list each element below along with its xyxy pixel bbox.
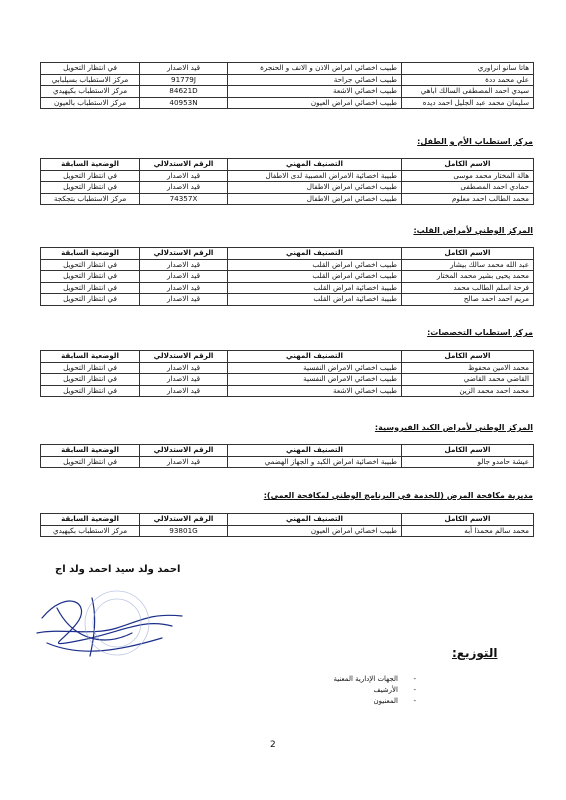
spec-cell: طبيبة اخصائية امراض القلب <box>228 294 402 306</box>
reg-cell: 74357X <box>140 193 228 205</box>
name-cell: مريم احمد احمد صالح <box>402 294 534 306</box>
reg-cell: قيد الاصدار <box>140 63 228 75</box>
prev-cell: في انتظار التحويل <box>41 374 140 386</box>
section-title: مركز استطباب الأم و الطفل: <box>417 137 533 146</box>
reg-cell: 93801G <box>140 525 228 537</box>
reg-cell: قيد الاصدار <box>140 170 228 182</box>
name-cell: هالة المختار محمد موسى <box>402 170 534 182</box>
section-table <box>40 444 534 468</box>
name-cell: القاضي محمد القاضي <box>402 374 534 386</box>
header-prev: الوضعية السابقة <box>41 445 140 457</box>
header-prev: الوضعية السابقة <box>41 159 140 171</box>
spec-cell: طبيب اخصائي الامراض النفسية <box>228 374 402 386</box>
section-table <box>40 513 534 537</box>
table-header-row <box>41 248 534 260</box>
prev-cell: مركز الاستطباب بكيهيدي <box>41 86 140 98</box>
table-row <box>41 86 534 98</box>
table-row <box>41 374 534 386</box>
reg-cell: قيد الاصدار <box>140 374 228 386</box>
prev-cell: في انتظار التحويل <box>41 385 140 397</box>
table-row <box>41 271 534 283</box>
spec-cell: طبيب اخصائي الامراض النفسية <box>228 362 402 374</box>
reg-cell: قيد الاصدار <box>140 182 228 194</box>
spec-cell: طبيب اخصائي امراض الاطفال <box>228 193 402 205</box>
name-cell: هاتا سانو انراوري <box>402 63 534 75</box>
section-title: مديرية مكافحة المرض (للخدمة في البرنامج الوطني لمكافحة العمى): <box>263 491 533 500</box>
header-name: الاسم الكامل <box>402 514 534 526</box>
spec-cell: طبيبة اخصائية امراض الكبد و الجهاز الهضمي <box>228 456 402 468</box>
table-header-row <box>41 514 534 526</box>
name-cell: حمادي احمد المصطفى <box>402 182 534 194</box>
distribution-item: -الجهات الإدارية المعنية <box>333 675 416 683</box>
prev-cell: في انتظار التحويل <box>41 170 140 182</box>
table-row <box>41 97 534 109</box>
header-name: الاسم الكامل <box>402 445 534 457</box>
reg-cell: قيد الاصدار <box>140 362 228 374</box>
section-title: المركز الوطني لأمراض الكبد الفيروسية: <box>374 423 533 432</box>
section-table <box>40 350 534 397</box>
table-header-row <box>41 445 534 457</box>
reg-cell: 40953N <box>140 97 228 109</box>
prev-cell: في انتظار التحويل <box>41 282 140 294</box>
table-row <box>41 282 534 294</box>
header-reg: الرقم الاستدلالي <box>140 248 228 260</box>
table-row <box>41 362 534 374</box>
table-header-row <box>41 351 534 363</box>
header-spec: التصنيف المهني <box>228 351 402 363</box>
name-cell: فرحة اسلم الطالب محمد <box>402 282 534 294</box>
table-row <box>41 63 534 75</box>
reg-cell: قيد الاصدار <box>140 282 228 294</box>
table-row <box>41 74 534 86</box>
prev-cell: في انتظار التحويل <box>41 63 140 75</box>
reg-cell: قيد الاصدار <box>140 271 228 283</box>
header-name: الاسم الكامل <box>402 159 534 171</box>
table-header-row <box>41 159 534 171</box>
table-row <box>41 170 534 182</box>
header-prev: الوضعية السابقة <box>41 351 140 363</box>
prev-cell: في انتظار التحويل <box>41 456 140 468</box>
prev-cell: مركز الاستطباب بكيهيدي <box>41 525 140 537</box>
table-row <box>41 456 534 468</box>
spec-cell: طبيب اخصائي الاشعة <box>228 385 402 397</box>
name-cell: محمد الطالب احمد معلوم <box>402 193 534 205</box>
spec-cell: طبيب اخصائي امراض القلب <box>228 271 402 283</box>
spec-cell: طبيب اخصائي امراض الاطفال <box>228 182 402 194</box>
spec-cell: طبيبة اخصائية امراض القلب <box>228 282 402 294</box>
header-prev: الوضعية السابقة <box>41 514 140 526</box>
reg-cell: 84621D <box>140 86 228 98</box>
reg-cell: قيد الاصدار <box>140 456 228 468</box>
spec-cell: طبيب اخصائي الاشعة <box>228 86 402 98</box>
header-spec: التصنيف المهني <box>228 445 402 457</box>
section-title: المركز الوطني لأمراض القلب: <box>413 226 533 235</box>
header-reg: الرقم الاستدلالي <box>140 514 228 526</box>
table-row <box>41 182 534 194</box>
prev-cell: في انتظار التحويل <box>41 294 140 306</box>
name-cell: عيشة حامدو جالو <box>402 456 534 468</box>
section-table <box>40 158 534 205</box>
reg-cell: قيد الاصدار <box>140 385 228 397</box>
prev-cell: مركز الاستطباب بسيلبابي <box>41 74 140 86</box>
specialists-table-continuation <box>40 62 534 109</box>
header-reg: الرقم الاستدلالي <box>140 445 228 457</box>
name-cell: سيدي احمد المصطفى السالك اباهي <box>402 86 534 98</box>
header-reg: الرقم الاستدلالي <box>140 159 228 171</box>
signature-stamp-image <box>22 578 192 668</box>
header-spec: التصنيف المهني <box>228 159 402 171</box>
name-cell: عبد الله محمد سالك بيشار <box>402 259 534 271</box>
section-table <box>40 247 534 306</box>
prev-cell: في انتظار التحويل <box>41 362 140 374</box>
name-cell: علي محمد ددة <box>402 74 534 86</box>
reg-cell: 91779J <box>140 74 228 86</box>
table-row <box>41 294 534 306</box>
spec-cell: طبيب اخصائي امراض القلب <box>228 259 402 271</box>
distribution-item: -الأرشيف <box>373 686 416 694</box>
reg-cell: قيد الاصدار <box>140 259 228 271</box>
name-cell: محمد الامين محفوظ <box>402 362 534 374</box>
prev-cell: في انتظار التحويل <box>41 259 140 271</box>
table-row <box>41 259 534 271</box>
name-cell: محمد سالم محمذا أبه <box>402 525 534 537</box>
signer-name: احمد ولد سيد احمد ولد اج <box>55 564 181 575</box>
page-number: 2 <box>270 740 276 750</box>
header-prev: الوضعية السابقة <box>41 248 140 260</box>
prev-cell: في انتظار التحويل <box>41 271 140 283</box>
header-reg: الرقم الاستدلالي <box>140 351 228 363</box>
spec-cell: طبيبة اخصائية الامراض العصبية لدى الاطفال <box>228 170 402 182</box>
name-cell: سليمان محمد عبد الجليل احمد ديده <box>402 97 534 109</box>
header-spec: التصنيف المهني <box>228 248 402 260</box>
header-name: الاسم الكامل <box>402 351 534 363</box>
table-row <box>41 525 534 537</box>
spec-cell: طبيب اخصائي امراض الاذن و الانف و الحنجرة <box>228 63 402 75</box>
header-name: الاسم الكامل <box>402 248 534 260</box>
spec-cell: طبيب اخصائي امراض العيون <box>228 97 402 109</box>
spec-cell: طبيب اخصائي امراض العيون <box>228 525 402 537</box>
prev-cell: مركز الاستطباب بتجكجة <box>41 193 140 205</box>
name-cell: محمد احمد محمد الزين <box>402 385 534 397</box>
prev-cell: مركز الاستطباب بالعيون <box>41 97 140 109</box>
distribution-list <box>333 674 416 707</box>
header-spec: التصنيف المهني <box>228 514 402 526</box>
table-row <box>41 193 534 205</box>
distribution-title: التوزيع: <box>452 646 498 660</box>
distribution-item: -المعنيون <box>373 697 416 705</box>
section-title: مركز استطباب التخصصات: <box>427 328 533 337</box>
table-row <box>41 385 534 397</box>
reg-cell: قيد الاصدار <box>140 294 228 306</box>
prev-cell: في انتظار التحويل <box>41 182 140 194</box>
name-cell: محمد يحيى بشير محمد المختار <box>402 271 534 283</box>
spec-cell: طبيب اخصائي جراحة <box>228 74 402 86</box>
